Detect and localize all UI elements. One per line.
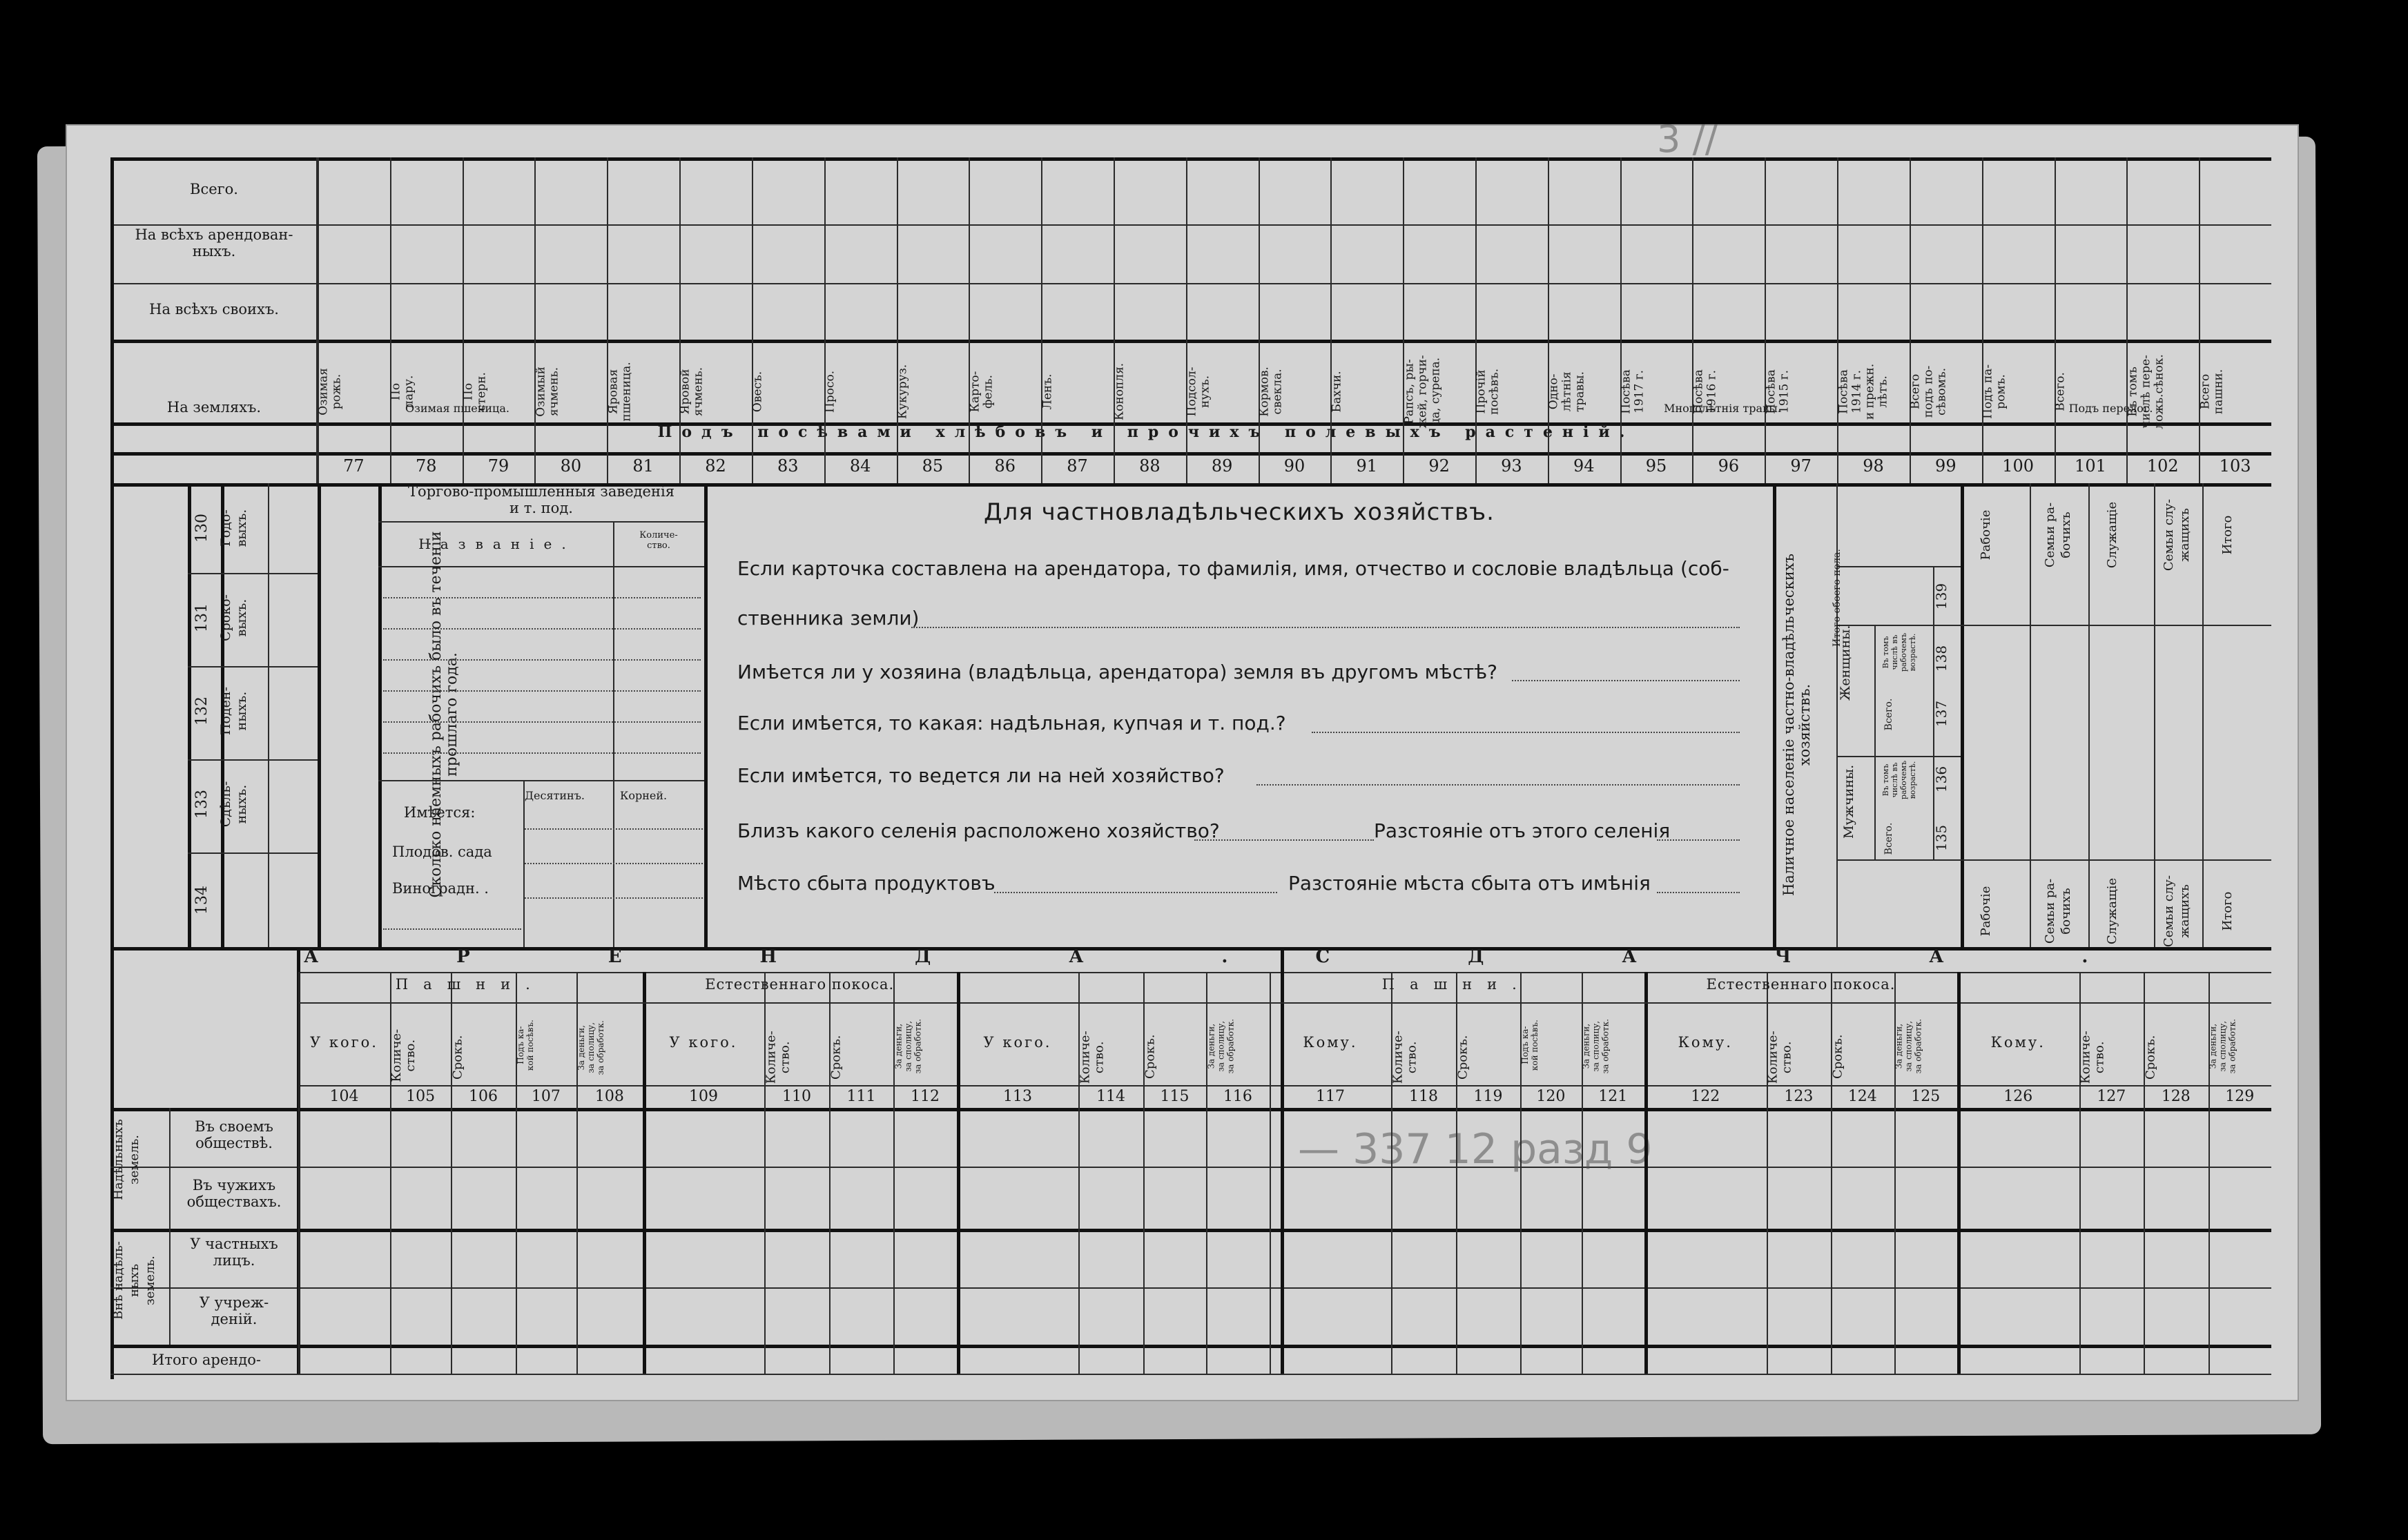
crop-col-label: Бахчи. [1330, 371, 1344, 413]
lease-col-label: Срокъ. [450, 1035, 465, 1080]
crop-col-number: 85 [922, 456, 944, 476]
population-rule [1961, 859, 2271, 861]
crop-col-number: 82 [705, 456, 726, 476]
crop-col-label: Кормов. свекла. [1257, 367, 1285, 417]
lease-col-number: 107 [531, 1088, 561, 1105]
crop-col-label: Одно- лѣтнія травы. [1546, 371, 1587, 412]
men-working-age: Въ томъ числѣ въ рабочемъ возрастѣ. [1881, 760, 1917, 800]
hired-col-label: Сроко- выхъ. [218, 594, 249, 641]
crop-col-rule [679, 157, 681, 483]
lease-col-rule [1270, 972, 1271, 1374]
crop-col-number: 94 [1573, 456, 1595, 476]
crop-col-rule [1620, 157, 1622, 483]
crop-col-rule [463, 157, 464, 483]
lease-col-number: 112 [910, 1088, 940, 1105]
crop-col-number: 80 [560, 456, 582, 476]
crop-col-label: Посѣва 1915 г. [1764, 369, 1792, 414]
lease-col-number: 129 [2225, 1088, 2255, 1105]
men-vsego: Всего. [1883, 822, 1894, 855]
lease-col-label: Срокъ. [1142, 1034, 1157, 1079]
sdacha-title: СДАЧА. [1315, 946, 2226, 967]
crop-col-rule [1692, 157, 1693, 483]
posevy-banner: Подъ посѣвами хлѣбовъ и прочихъ полевыхъ растеній. [657, 423, 1635, 441]
crop-col-number: 98 [1863, 456, 1884, 476]
crop-col-number: 99 [1935, 456, 1956, 476]
nadel-group-label: Надѣльныхъ земель. [111, 1119, 142, 1200]
lease-col-number: 105 [406, 1088, 436, 1105]
crop-col-rule [1548, 157, 1549, 483]
ozimaya-pshenitsa-label: Озимая пшеница. [405, 402, 509, 415]
population-header: Служащіе [2104, 501, 2119, 569]
lease-col-rule [643, 972, 646, 1374]
crop-col-label: Ленъ. [1040, 373, 1055, 410]
row-other-communities: Въ чужихъ обществахъ. [186, 1177, 282, 1210]
crop-col-number: 86 [994, 456, 1016, 476]
crop-col-label: Подъ па- ромъ. [1981, 364, 2008, 419]
crop-col-number: 89 [1211, 456, 1233, 476]
lease-col-rule [1957, 972, 1961, 1374]
row-vsego: Всего. [190, 181, 238, 197]
population-header: Семьи слу- жащихъ [2162, 498, 2192, 572]
lease-group-label: Естественнаго покоса. [705, 976, 895, 993]
crop-col-rule [1259, 157, 1260, 483]
lease-col-number: 108 [594, 1088, 624, 1105]
crop-col-label: Овесъ. [750, 371, 765, 413]
population-number: 136 [1933, 766, 1950, 793]
lease-col-label: Кому. [1678, 1034, 1733, 1051]
crop-col-number: 87 [1067, 456, 1088, 476]
lease-col-number: 119 [1473, 1088, 1503, 1105]
women-working-age: Въ томъ числѣ въ рабочемъ возрастѣ. [1881, 632, 1917, 672]
crop-col-rule [1475, 157, 1477, 483]
crop-col-number: 78 [415, 456, 437, 476]
lease-col-label: Кому. [1303, 1034, 1358, 1051]
q-farm-run: Если имѣется, то ведется ли на ней хозяйство? [737, 764, 1225, 787]
lease-col-label: У кого. [983, 1034, 1052, 1051]
population-header: Итого [2220, 515, 2235, 555]
lease-col-number: 118 [1409, 1088, 1439, 1105]
crop-col-label: Прочій посѣвъ. [1475, 368, 1502, 415]
lease-col-label: Подъ ка- кой посѣвъ. [515, 1020, 535, 1071]
crop-col-label: Всего пашни. [2198, 369, 2226, 415]
crop-col-rule [1330, 157, 1332, 483]
lease-col-number: 126 [2003, 1088, 2033, 1105]
lease-col-label: Количе- ство. [1390, 1031, 1419, 1084]
crop-col-label: Озимая рожь. [317, 368, 344, 416]
crop-col-rule [1403, 157, 1404, 483]
crop-col-label: Яровой ячмень. [679, 367, 706, 417]
crop-col-number: 95 [1645, 456, 1667, 476]
crop-col-label: Конопля. [1112, 362, 1127, 421]
lease-col-label: За деньги, за сполицу, за обработк. [576, 1020, 606, 1075]
crop-col-rule [1041, 157, 1042, 483]
crop-col-rule [2126, 157, 2128, 483]
lease-col-number: 106 [469, 1088, 498, 1105]
q-owner: Если карточка составлена на арендатора, то фамилія, имя, отчество и сословіе владѣльца (соб- [737, 557, 1729, 580]
crop-col-rule [534, 157, 536, 483]
crop-col-number: 93 [1501, 456, 1522, 476]
lease-group-label: Естественнаго покоса. [1706, 976, 1896, 993]
crop-col-number: 91 [1356, 456, 1378, 476]
q-owner-cont: ственника земли) [737, 607, 920, 630]
hired-col-number: 132 [193, 696, 211, 725]
crop-col-rule [1837, 157, 1838, 483]
population-footer: Семьи ра- бочихъ [2042, 878, 2073, 944]
crop-col-label: Подсол- нухъ. [1185, 367, 1212, 417]
crop-col-number: 81 [632, 456, 654, 476]
lease-col-number: 120 [1536, 1088, 1566, 1105]
population-side: Наличное населеніе частно-владѣльческихъ хозяйствъ. [1780, 553, 1813, 897]
crop-col-number: 79 [487, 456, 509, 476]
crop-col-rule [1910, 157, 1911, 483]
crop-col-number: 102 [2146, 456, 2179, 476]
crop-col-label: Просо. [823, 370, 837, 413]
plodov-sada-label: Плодов. сада [392, 844, 492, 860]
crop-col-label: Посѣва 1914 г. и прежн. лѣтъ. [1836, 363, 1890, 420]
crop-col-rule [1186, 157, 1187, 483]
crop-col-rule [2199, 157, 2200, 483]
crop-col-label: Посѣва 1917 г. [1619, 369, 1647, 414]
hired-col-number: 134 [193, 886, 211, 915]
lease-col-label: Количе- ство. [1765, 1031, 1794, 1084]
hired-col-number: 131 [193, 603, 211, 632]
lease-col-rule [298, 972, 300, 1374]
crop-col-number: 90 [1283, 456, 1305, 476]
crop-col-label: Озимый ячмень. [534, 367, 561, 417]
lease-col-number: 125 [1911, 1088, 1941, 1105]
population-header: Рабочіе [1979, 509, 1993, 561]
mnogoletnie-label: Многолѣтнія травы. [1664, 402, 1781, 415]
lease-col-number: 113 [1003, 1088, 1032, 1105]
crop-col-rule [1765, 157, 1766, 483]
population-number: 137 [1933, 700, 1950, 728]
crop-col-label: Кукуруз. [895, 364, 910, 420]
q-other-land: Имѣется ли у хозяина (владѣльца, арендатора) земля въ другомъ мѣстѣ? [737, 661, 1497, 683]
population-number: 138 [1933, 645, 1950, 672]
row-zemlyakh: На земляхъ. [166, 399, 262, 416]
crop-col-number: 101 [2075, 456, 2106, 476]
women-vsego: Всего. [1883, 698, 1894, 731]
population-footer: Семьи слу- жащихъ [2162, 875, 2192, 948]
lease-col-number: 116 [1223, 1088, 1252, 1105]
trade-qty-header: Количе- ство. [639, 530, 678, 551]
population-number: 135 [1933, 824, 1950, 852]
lease-col-number: 121 [1598, 1088, 1628, 1105]
lease-group-label: Пашни. [1381, 976, 1532, 993]
lease-col-label: Кому. [1990, 1034, 2046, 1051]
population-header: Семьи ра- бочихъ [2042, 502, 2073, 568]
lease-col-number: 114 [1096, 1088, 1126, 1105]
crop-col-rule [1982, 157, 1983, 483]
muzhchiny-label: Мужчины. [1841, 764, 1856, 839]
row-arendovannykh: На всѣхъ арендован- ныхъ. [135, 226, 293, 260]
lease-col-rule [957, 972, 960, 1374]
lease-col-label: Срокъ. [1455, 1035, 1470, 1080]
population-number: 139 [1933, 583, 1950, 610]
lease-col-label: Срокъ. [2143, 1035, 2158, 1080]
population-footer: Итого [2220, 891, 2235, 931]
lease-col-label: За деньги, за сполицу, за обработк. [1206, 1019, 1236, 1074]
q-land-type: Если имѣется, то какая: надѣльная, купчая и т. под.? [737, 712, 1286, 734]
lease-col-number: 127 [2097, 1088, 2126, 1105]
row-institutions: У учреж- деній. [199, 1294, 269, 1327]
lease-col-rule [1644, 972, 1648, 1374]
q-market: Мѣсто сбыта продуктовъ [737, 872, 996, 895]
row-svoikh: На всѣхъ своихъ. [149, 301, 279, 318]
crop-col-label: Всего. [2053, 372, 2068, 411]
zhenshchiny-label: Женщины. [1838, 625, 1853, 701]
lease-col-label: Количе- ство. [389, 1029, 418, 1082]
population-footer: Служащіе [2104, 877, 2119, 945]
korney-header: Корней. [620, 789, 668, 802]
crop-col-rule [390, 157, 391, 483]
q-market-distance: Разстояніе мѣста сбыта отъ имѣнія [1288, 872, 1651, 895]
lease-col-label: За деньги, за сполицу, за обработк. [893, 1019, 923, 1074]
lease-col-number: 128 [2161, 1088, 2191, 1105]
crop-col-number: 84 [849, 456, 871, 476]
crop-col-rule [1114, 157, 1115, 483]
trade-title: Торгово-промышленныя заведенія и т. под. [408, 483, 674, 516]
crop-col-number: 96 [1718, 456, 1740, 476]
hired-col-label: Поден- ныхъ. [218, 686, 249, 736]
lease-col-number: 115 [1160, 1088, 1190, 1105]
private-title: Для частновладѣльческихъ хозяйствъ. [984, 498, 1495, 526]
lease-col-label: За деньги, за сполицу, за обработк. [1581, 1019, 1611, 1074]
crop-col-number: 83 [777, 456, 799, 476]
pod-perelog-label: Подъ перелог. [2068, 402, 2153, 415]
hired-col-label: Годо- выхъ. [218, 509, 249, 547]
crop-col-label: Посѣва 1916 г. [1691, 369, 1719, 414]
crop-col-label: По пару. [389, 375, 416, 409]
hired-col-number: 133 [193, 790, 211, 819]
lease-col-label: Срокъ. [828, 1035, 843, 1080]
crop-col-rule [2055, 157, 2056, 483]
vne-nadel-group-label: Внѣ надѣль- ныхъ земель. [111, 1241, 157, 1320]
crop-col-rule [752, 157, 753, 483]
handwritten-note: — 337 12 разд 9 [1298, 1125, 1653, 1173]
lease-col-number: 104 [329, 1088, 359, 1105]
lease-group-rule [643, 1002, 957, 1004]
hired-col-label: Сдѣль- ныхъ. [218, 781, 249, 828]
lease-col-number: 110 [782, 1088, 812, 1105]
lease-col-number: 122 [1691, 1088, 1720, 1105]
crop-col-number: 88 [1139, 456, 1161, 476]
lease-col-number: 117 [1315, 1088, 1345, 1105]
itogo-oboego-pola: Итого обоего пола. [1832, 549, 1843, 647]
lease-col-label: Количе- ство. [1078, 1031, 1107, 1084]
crop-col-number: 92 [1428, 456, 1450, 476]
row-own-community: Въ своемъ обществѣ. [195, 1118, 273, 1151]
crop-col-rule [607, 157, 608, 483]
lease-col-label: Количе- ство. [764, 1031, 793, 1084]
crop-col-label: Карто- фель. [968, 371, 996, 413]
crop-col-rule [824, 157, 826, 483]
hired-col-number: 130 [193, 514, 211, 543]
lease-col-label: Количе- ство. [2078, 1031, 2107, 1084]
row-itogo: Итого арендо- [152, 1352, 261, 1368]
crop-col-label: Рапсъ, ры- жей, горчи- ца, сурепа. [1402, 355, 1443, 429]
lease-col-number: 124 [1847, 1088, 1877, 1105]
lease-group-rule [1644, 1002, 1957, 1004]
trade-name-header: Названіе. [418, 536, 576, 552]
handwritten-page-number: 3 // [1657, 117, 1718, 161]
lease-group-label: Пашни. [395, 976, 545, 993]
crop-col-rule [969, 157, 970, 483]
lease-col-number: 123 [1784, 1088, 1814, 1105]
lease-col-label: Подъ ка- кой посѣвъ. [1520, 1020, 1540, 1071]
arenda-title: АРЕНДА. [304, 946, 1366, 967]
vinogradnik-label: Виноградн. . [392, 880, 489, 897]
lease-col-number: 111 [846, 1088, 876, 1105]
crop-col-number: 97 [1790, 456, 1812, 476]
hired-side-label: Сколько наемныхъ рабочихъ было въ теченіи прошлаго года. [427, 531, 460, 898]
crop-col-rule [318, 157, 319, 483]
crop-col-label: Всего подъ по- сѣвомъ. [1908, 365, 1949, 418]
crop-col-number: 103 [2219, 456, 2251, 476]
crop-col-label: Въ томъ числѣ пере- ложь.сѣнок. [2126, 354, 2166, 429]
crop-col-number: 77 [343, 456, 365, 476]
lease-col-label: У кого. [310, 1034, 378, 1051]
q-village: Близъ какого селенія расположено хозяйство? [737, 819, 1220, 842]
crop-col-number: 100 [2002, 456, 2035, 476]
crop-col-label: Яровая пшеница. [606, 362, 634, 422]
desyatin-header: Десятинъ. [525, 789, 585, 802]
lease-col-label: За деньги, за сполицу, за обработк. [2208, 1019, 2237, 1074]
lease-col-label: Срокъ. [1830, 1034, 1845, 1079]
crop-col-rule [897, 157, 898, 483]
population-rule [1961, 625, 2271, 626]
lease-col-label: За деньги, за сполицу, за обработк. [1894, 1019, 1923, 1074]
q-village-distance: Разстояніе отъ этого селенія [1374, 819, 1671, 842]
lease-col-label: У кого. [669, 1034, 738, 1051]
imeetsya-label: Имѣется: [404, 804, 476, 821]
population-footer: Рабочіе [1979, 886, 1993, 937]
lease-group-rule [298, 1002, 643, 1004]
row-private-persons: У частныхъ лицъ. [190, 1236, 278, 1269]
crop-col-label: По стерн. [461, 372, 489, 411]
lease-col-number: 109 [688, 1088, 718, 1105]
lease-group-rule [1270, 1002, 1644, 1004]
